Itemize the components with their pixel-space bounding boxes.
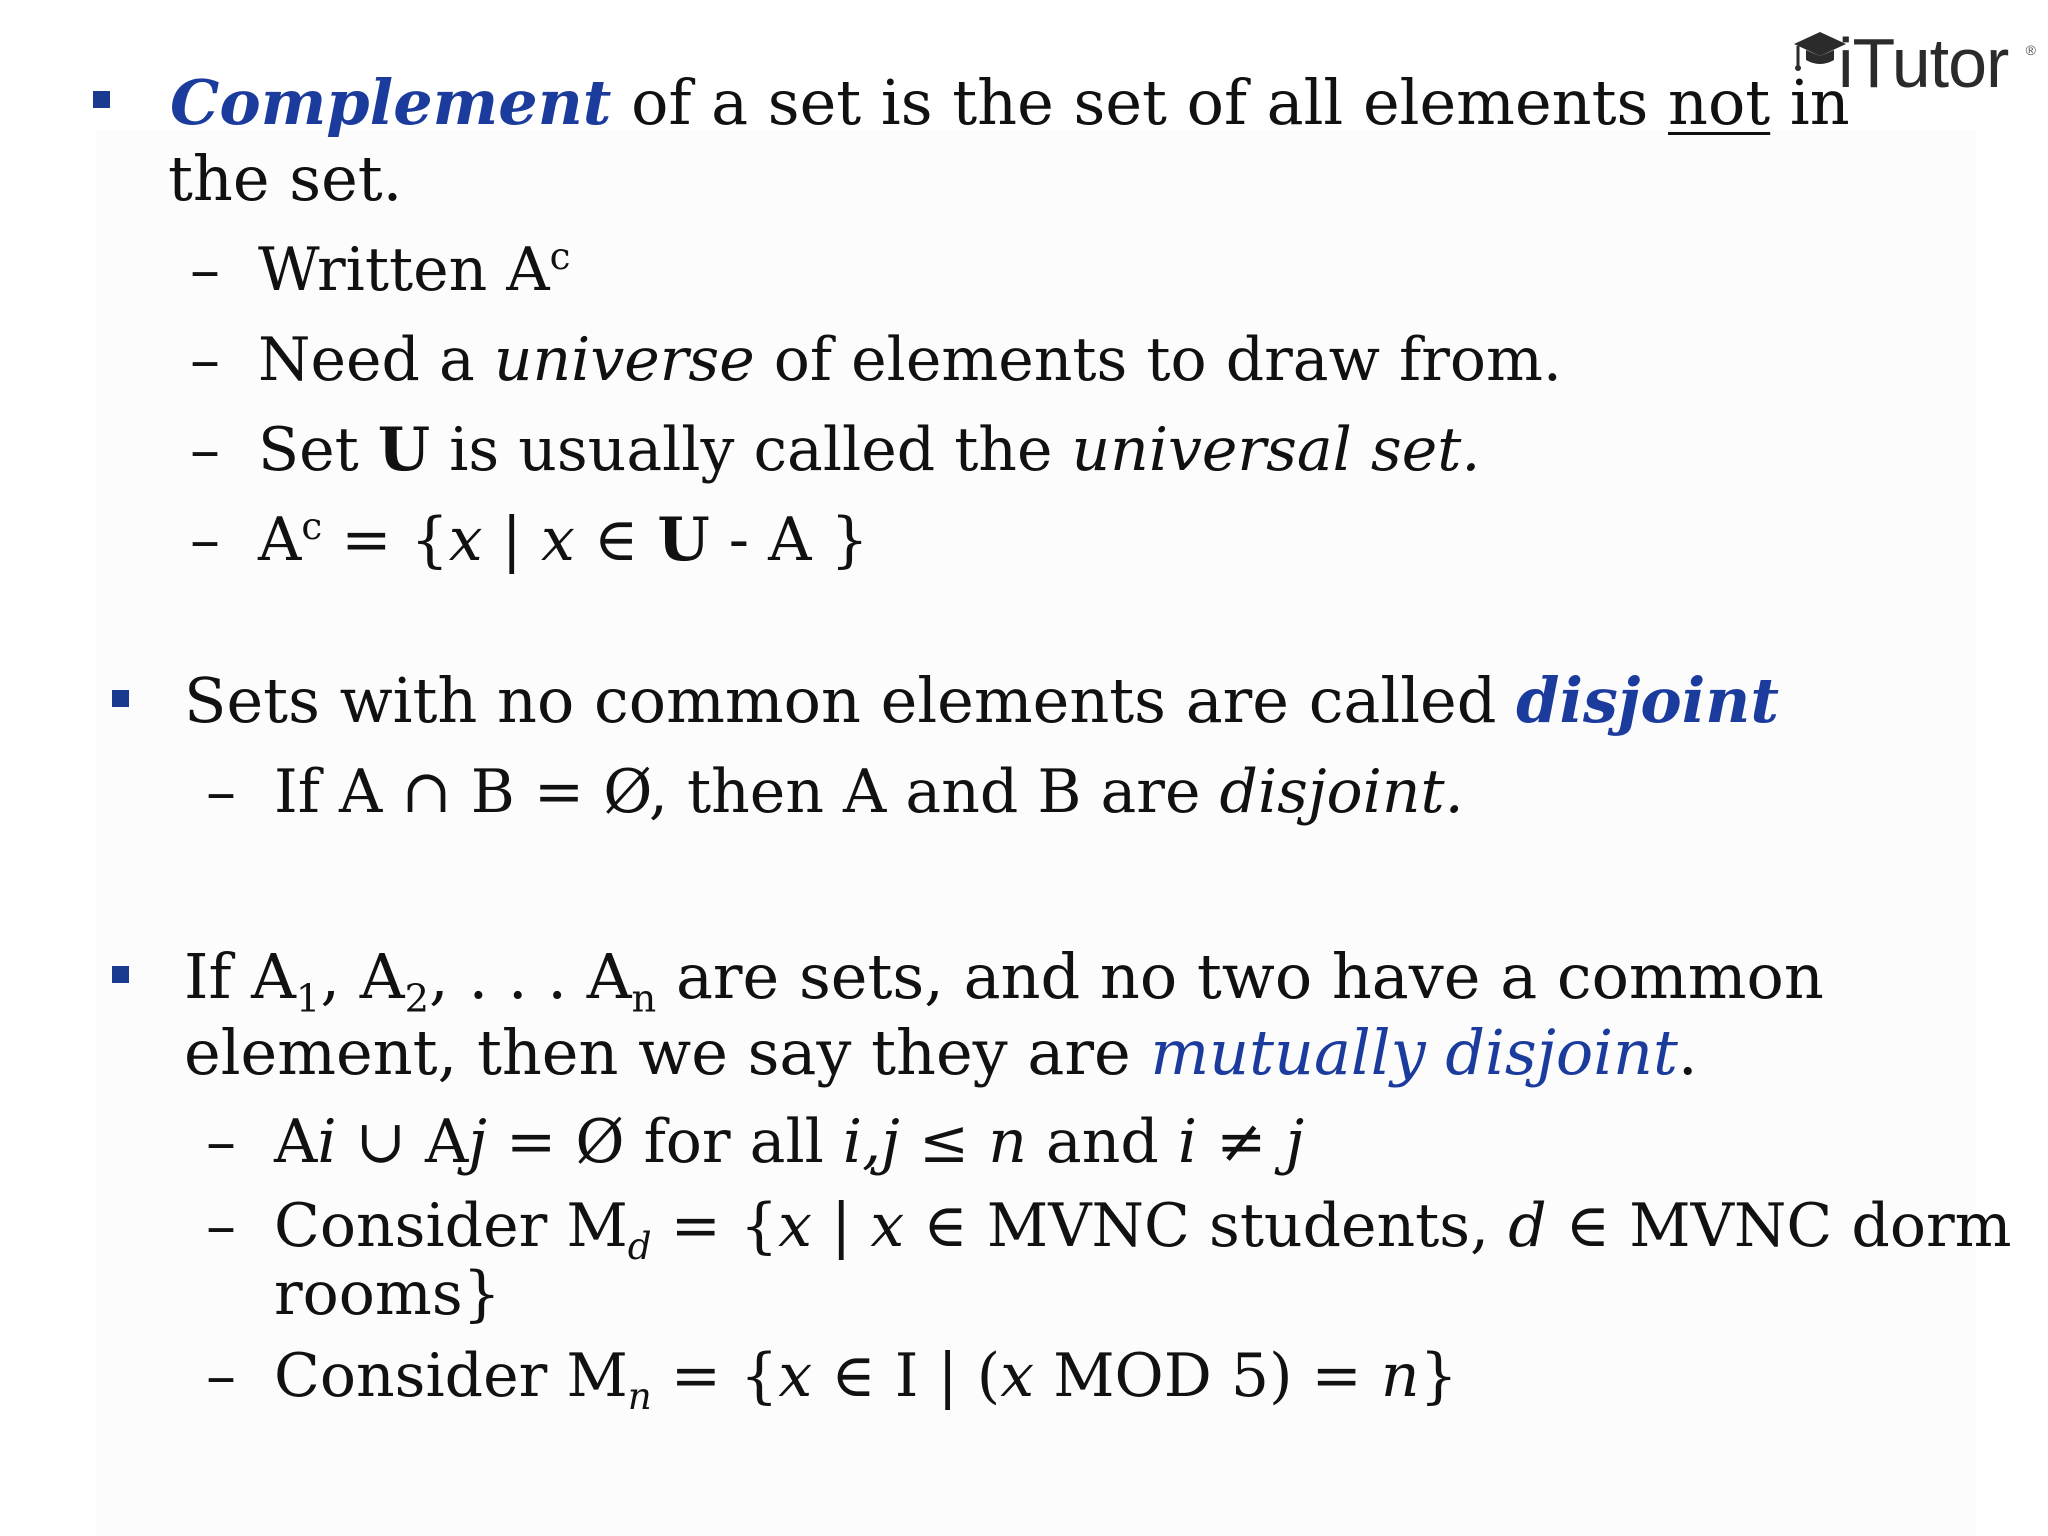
written-ac: Written $A^c$	[258, 234, 571, 305]
square-bullet-icon	[112, 690, 129, 707]
square-bullet-icon	[93, 91, 110, 108]
mutually-disjoint-definition: If $A_1$, $A_2$, . . . $A_n$ are sets, and no two have a common	[184, 940, 1824, 1022]
dash: –	[190, 325, 220, 395]
mod-example: Consider $M_n = \{x$ ∈ I | (x MOD 5) = n}	[274, 1341, 1458, 1418]
dash: –	[190, 505, 220, 575]
registered-mark: ®	[2025, 42, 2036, 58]
dash: –	[206, 1107, 236, 1177]
union-condition: Ai ∪ Aj = Ø for all i,j ≤ n and i ≠ j	[274, 1107, 1305, 1177]
dash: –	[190, 235, 220, 305]
dorm-example: Consider $M_d = \{x$ | x ∈ MVNC students, d ∈ MVNC dorm	[274, 1191, 2012, 1268]
logo-text: iTutor	[1838, 24, 2009, 102]
disjoint-keyword: disjoint	[1516, 664, 1779, 737]
disjoint-definition: Sets with no common elements are called disjoint	[184, 664, 1779, 737]
not-underlined: not	[1668, 66, 1771, 139]
universal-set: Set U is usually called the universal set.	[258, 415, 1481, 485]
square-bullet-icon	[112, 966, 129, 983]
disjoint-example: If A ∩ B = Ø, then A and B are disjoint.	[274, 757, 1464, 827]
dash: –	[206, 1191, 236, 1261]
dash: –	[206, 757, 236, 827]
mutually-disjoint-line2: element, then we say they are mutually disjoint.	[184, 1016, 1698, 1089]
complement-formula: $A^c = \{x$ | x ∈ U - A }	[258, 504, 869, 575]
dash: –	[190, 415, 220, 485]
dorm-example-line2: rooms}	[274, 1259, 501, 1329]
complement-definition: Complement of a set is the set of all elements not in	[170, 66, 1850, 139]
dash: –	[206, 1341, 236, 1411]
complement-keyword: Complement	[170, 66, 612, 139]
mutually-disjoint-keyword: mutually disjoint	[1150, 1016, 1678, 1089]
need-universe: Need a universe of elements to draw from.	[258, 325, 1562, 395]
complement-definition-line2: the set.	[168, 142, 403, 215]
